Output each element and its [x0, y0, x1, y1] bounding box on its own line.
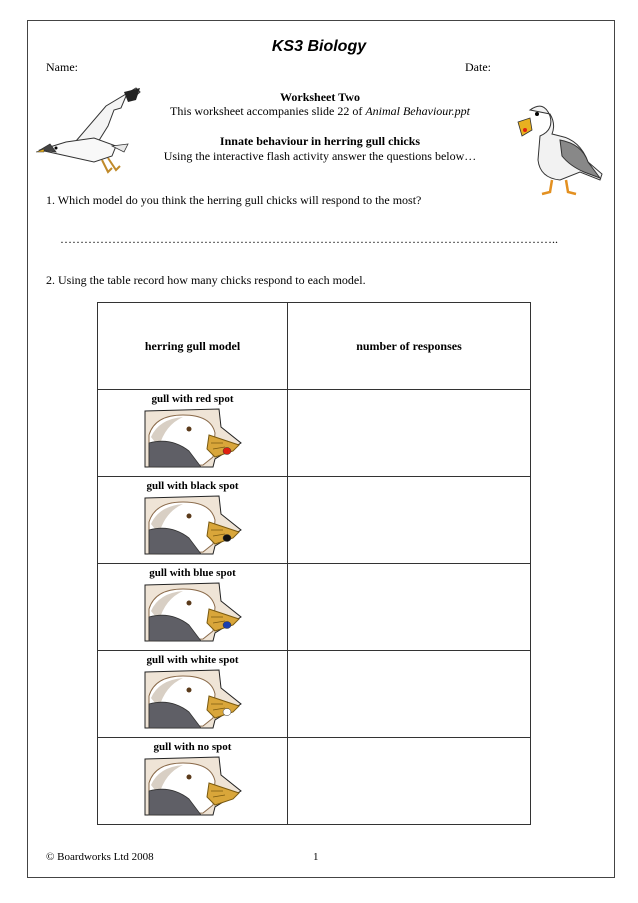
column-header-model: herring gull model — [98, 303, 288, 390]
model-label: gull with blue spot — [149, 567, 236, 579]
worksheet-subtitle-text: This worksheet accompanies slide 22 of — [170, 104, 366, 118]
model-label: gull with white spot — [146, 654, 239, 666]
responses-cell[interactable] — [288, 564, 531, 651]
flying-gull-illustration — [36, 86, 146, 178]
question-2: 2. Using the table record how many chicks respond to each model. — [46, 273, 366, 287]
section-subtitle: Using the interactive flash activity answer the questions below… — [163, 149, 477, 163]
table-row — [98, 477, 531, 564]
column-header-responses: number of responses — [288, 303, 531, 390]
question-1: 1. Which model do you think the herring gull chicks will respond to the most? — [46, 193, 422, 207]
standing-gull-illustration — [510, 100, 606, 196]
gull-eye — [186, 427, 191, 432]
copyright-footer: © Boardworks Ltd 2008 — [46, 851, 154, 863]
page-title: KS3 Biology — [271, 38, 367, 55]
model-label: gull with red spot — [151, 393, 234, 405]
beak-spot — [223, 448, 231, 455]
model-cell — [98, 738, 288, 825]
table-row — [98, 738, 531, 825]
date-label: Date: — [465, 60, 491, 74]
worksheet-title: Worksheet Two — [280, 90, 360, 104]
gull-head-model-icon — [141, 494, 245, 556]
worksheet-subtitle — [140, 104, 500, 119]
responses-cell[interactable] — [288, 651, 531, 738]
page-number: 1 — [313, 851, 319, 863]
name-label: Name: — [46, 60, 78, 74]
model-cell — [98, 651, 288, 738]
model-cell — [98, 477, 288, 564]
gull-eye — [186, 514, 191, 519]
beak-spot — [223, 622, 231, 629]
model-label: gull with no spot — [153, 741, 232, 753]
model-cell — [98, 564, 288, 651]
gull-eye — [186, 775, 191, 780]
worksheet-file-name: Animal Behaviour.ppt — [365, 104, 470, 118]
table-row — [98, 564, 531, 651]
model-cell — [98, 390, 288, 477]
gull-head-model-icon — [141, 407, 245, 469]
table-header-row — [98, 303, 531, 390]
responses-cell[interactable] — [288, 390, 531, 477]
question-1-answer-line[interactable]: …………………………………………………………………………………………………………….. — [60, 232, 558, 246]
gull-head-model-icon — [141, 581, 245, 643]
model-label: gull with black spot — [146, 480, 239, 492]
table-row — [98, 390, 531, 477]
responses-cell[interactable] — [288, 738, 531, 825]
table-row — [98, 651, 531, 738]
responses-cell[interactable] — [288, 477, 531, 564]
responses-table — [97, 302, 531, 825]
gull-head-model-icon — [141, 668, 245, 730]
gull-eye — [186, 688, 191, 693]
beak-spot — [223, 709, 231, 716]
gull-head-model-icon — [141, 755, 245, 817]
gull-eye — [186, 601, 191, 606]
beak-spot — [223, 535, 231, 542]
section-title: Innate behaviour in herring gull chicks — [219, 134, 421, 148]
